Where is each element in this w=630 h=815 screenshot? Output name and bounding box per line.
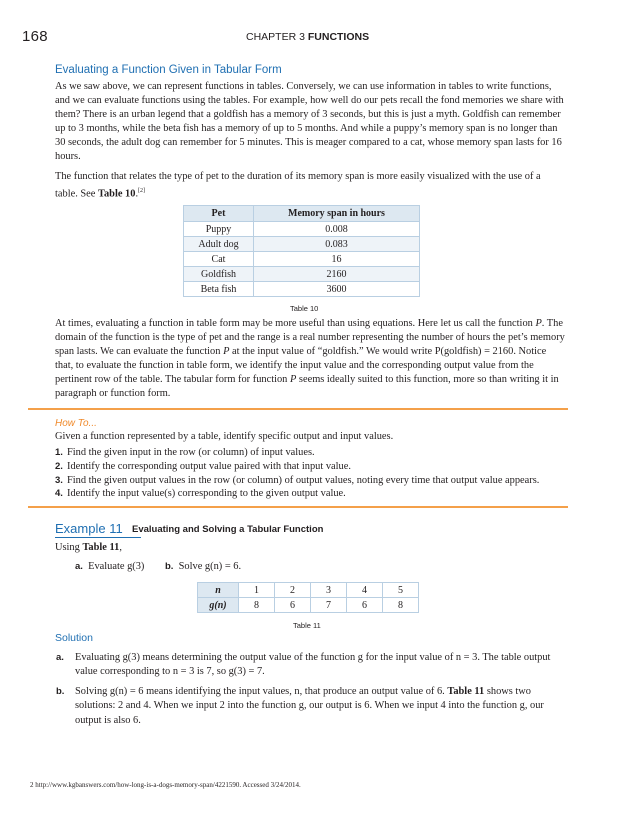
chapter-heading bbox=[246, 31, 369, 43]
table-10 bbox=[183, 205, 420, 297]
solution-part-a: a. Evaluating g(3) means determining the output value of the function g for the input value of n = 3. The table output value corresponding to n = 3 is 7, so g(3) = 7. bbox=[56, 652, 551, 678]
example-intro: Using Table 11, bbox=[55, 542, 122, 553]
evaluation-paragraph: At times, evaluating a function in table form may be more useful than using equations. Here let us call the function P. The domain of the function is the type of pet and the range is a real number representing the number of hours the pet’s memory span lasts. We can evaluate the function P at the input value of “goldfish.” We would write P(goldfish) = 2160. Notice that, to evaluate the function in table form, we identify the input value and the corresponding output value from the pertinent row of the table. The tabular form for function P seems ideally suited to this function, more so than writing it in paragraph or function form. bbox=[55, 318, 565, 400]
table-11-header-gn: g(n) bbox=[198, 598, 239, 613]
table-11 bbox=[197, 582, 419, 613]
table-10-caption: Table 10 bbox=[290, 304, 319, 313]
chapter-title: FUNCTIONS bbox=[307, 31, 370, 43]
table-11-link-solution[interactable]: Table 11 bbox=[447, 686, 485, 697]
table-reference-paragraph: The function that relates the type of pet to the duration of its memory span is more easily visualized with the use of a table. See Table 10.[2] bbox=[55, 171, 541, 200]
table-row: Cat 16 bbox=[184, 252, 420, 267]
howto-steps bbox=[55, 446, 570, 501]
table-10-link[interactable]: Table 10 bbox=[98, 188, 136, 200]
list-item: 3. Find the given output values in the row (or column) of output values, noting every time that output value appears. bbox=[55, 474, 540, 486]
howto-label: How To... bbox=[55, 418, 97, 429]
chapter-prefix: CHAPTER 3 bbox=[246, 31, 305, 43]
howto-bottom-rule bbox=[28, 506, 568, 508]
table-row: n 1 2 3 4 5 bbox=[198, 583, 419, 598]
example-label: Example 11 bbox=[55, 521, 123, 536]
table-10-header-memory: Memory span in hours bbox=[253, 206, 419, 222]
page-number: 168 bbox=[22, 28, 48, 45]
footnote: 2 http://www.kgbanswers.com/how-long-is-a-dogs-memory-span/4221590. Accessed 3/24/2014. bbox=[30, 781, 301, 789]
example-underline bbox=[55, 537, 141, 538]
table-row: Goldfish 2160 bbox=[184, 267, 420, 282]
table-row: Beta fish 3600 bbox=[184, 282, 420, 297]
example-part-a: a. Evaluate g(3) bbox=[75, 561, 145, 572]
example-part-b: b. Solve g(n) = 6. bbox=[165, 561, 242, 572]
howto-top-rule bbox=[28, 408, 568, 410]
list-item: 4. Identify the input value(s) corresponding to the given output value. bbox=[55, 488, 346, 500]
table-11-header-n: n bbox=[198, 583, 239, 598]
list-item: 2. Identify the corresponding output value paired with that input value. bbox=[55, 460, 351, 472]
list-item: 1. Find the given input in the row (or column) of input values. bbox=[55, 447, 315, 458]
table-row: g(n) 8 6 7 6 8 bbox=[198, 598, 419, 613]
howto-intro: Given a function represented by a table, identify specific output and input values. bbox=[55, 431, 394, 442]
footnote-ref[interactable]: [2] bbox=[138, 188, 146, 195]
solution-part-b: b. Solving g(n) = 6 means identifying the input values, n, that produce an output value of 6. Table 11 shows two solutions: 2 and 4. When we input 2 into the function g, our output is 6. When we input 4 into the function g, our output is also 6. bbox=[56, 686, 544, 726]
table-row: Adult dog 0.083 bbox=[184, 237, 420, 252]
table-11-caption: Table 11 bbox=[293, 621, 321, 630]
solution-label: Solution bbox=[55, 632, 93, 644]
table-11-link[interactable]: Table 11 bbox=[82, 542, 120, 553]
table-10-header-pet: Pet bbox=[184, 206, 254, 222]
intro-paragraph: As we saw above, we can represent functions in tables. Conversely, we can use information in tables to write functions, and we can evaluate functions using the tables. For example, how well do our pets recall the fond memories we share with them? There is an urban legend that a goldfish has a memory of 3 seconds, but this is just a myth. Goldfish can remember up to 3 months, while the beta fish has a memory of up to 5 months. And while a puppy’s memory span is no longer than 30 seconds, the adult dog can remember for 5 minutes. This is meager compared to a cat, whose memory span lasts for 16 hours. bbox=[55, 81, 564, 163]
goldfish-expression: P(goldfish) = 2160. bbox=[434, 346, 516, 358]
table-row: Puppy 0.008 bbox=[184, 222, 420, 237]
section-title: Evaluating a Function Given in Tabular Form bbox=[55, 64, 282, 76]
example-title: Evaluating and Solving a Tabular Function bbox=[132, 524, 324, 535]
